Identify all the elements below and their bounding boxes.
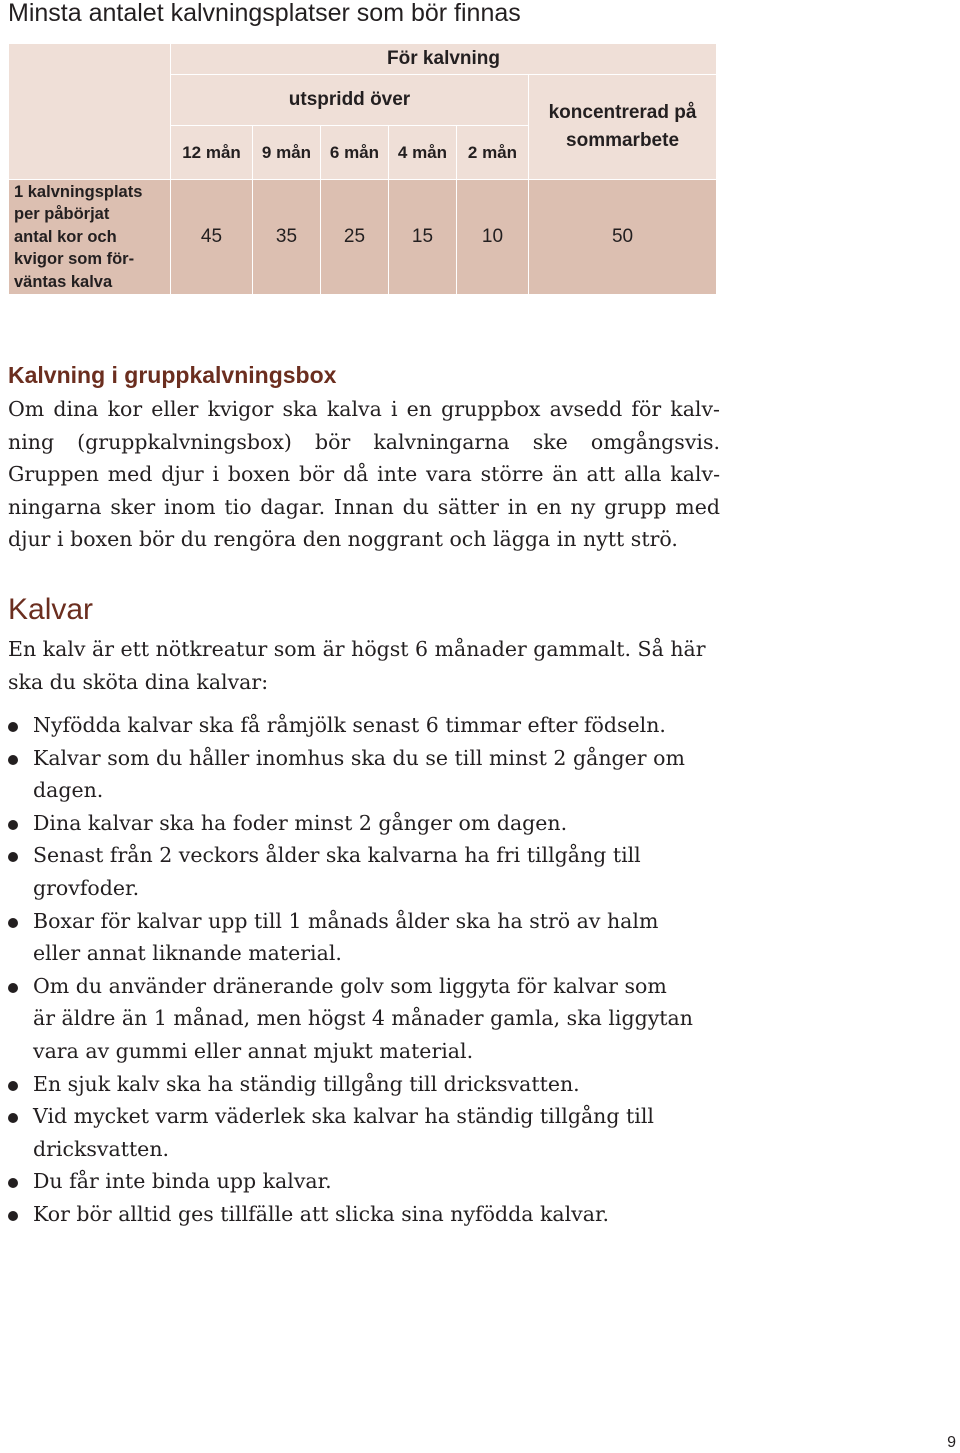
- section-heading-calves: Kalvar: [8, 593, 94, 626]
- list-item-text: Boxar för kalvar upp till 1 månads ålder ska ha strö av halm: [33, 908, 659, 933]
- list-item: [8, 1165, 728, 1198]
- value-cell: 35: [253, 180, 321, 295]
- page-number: 9: [947, 1434, 956, 1451]
- list-item: [8, 1068, 728, 1101]
- list-item-text: Du får inte binda upp kalvar.: [33, 1169, 332, 1194]
- table-corner-cell: [9, 44, 171, 180]
- group-header-cell: [171, 44, 717, 75]
- month-header: 4 mån: [389, 126, 457, 180]
- calves-intro-paragraph: En kalv är ett nötkreatur som är högst 6 månader gammalt. Så här ska du sköta dina kalvar:: [8, 637, 706, 694]
- value-cell: 45: [171, 180, 253, 295]
- list-item: [8, 807, 728, 840]
- month-header: 12 mån: [171, 126, 253, 180]
- group-calving-paragraph: Om dina kor eller kvigor ska kalva i en gruppbox avsedd för kalv- ning (gruppkalvningsbox) bör kalvningarna ske omgångsvis. Gruppen med djur i boxen bör då inte vara större än att alla kalv- ningarna sker inom tio dagar. Innan du sätter in en ny grupp med djur i boxen bör du rengöra den noggrant och lägga in nytt strö.: [8, 397, 720, 552]
- list-item-text: Om du använder dränerande golv som liggyta för kalvar som: [33, 973, 667, 998]
- row-label: 1 kalvningsplats per påbörjat antal kor och kvigor som för- väntas kalva: [14, 182, 143, 291]
- calving-places-table: [8, 43, 717, 295]
- list-item: [8, 709, 728, 742]
- list-item-text: Nyfödda kalvar ska få råmjölk senast 6 timmar efter födseln.: [33, 713, 666, 737]
- list-item-text: dagen.: [33, 778, 104, 803]
- bullet-icon: [8, 983, 18, 993]
- list-item-text: Kor bör alltid ges tillfälle att slicka sina nyfödda kalvar.: [33, 1201, 610, 1226]
- list-item-text: dricksvatten.: [33, 1136, 170, 1161]
- list-item: [8, 742, 728, 807]
- month-header: 9 mån: [253, 126, 321, 180]
- list-item-text: Kalvar som du håller inomhus ska du se till minst 2 gånger om: [33, 745, 685, 770]
- list-item: [8, 1198, 728, 1231]
- bullet-icon: [8, 722, 18, 732]
- bullet-icon: [8, 852, 18, 862]
- list-item-text: är äldre än 1 månad, men högst 4 månader gamla, ska liggytan: [33, 1006, 693, 1031]
- concentrated-header: koncentrerad på sommarbete: [548, 102, 697, 151]
- bullet-icon: [8, 1178, 18, 1188]
- group-header: För kalvning: [387, 48, 501, 69]
- spread-header: utspridd över: [288, 89, 411, 110]
- bullet-icon: [8, 1211, 18, 1221]
- spread-header-cell: [171, 75, 529, 126]
- section-heading-group-calving: Kalvning i gruppkalvningsbox: [8, 362, 337, 388]
- bullet-icon: [8, 1113, 18, 1123]
- bullet-icon: [8, 820, 18, 830]
- list-item-text: Senast från 2 veckors ålder ska kalvarna ha fri tillgång till: [33, 843, 641, 868]
- bullet-icon: [8, 918, 18, 928]
- table-title: Minsta antalet kalvningsplatser som bör finnas: [8, 0, 521, 27]
- concentrated-value-cell: 50: [529, 180, 717, 295]
- value-cell: 10: [457, 180, 529, 295]
- bullet-icon: [8, 755, 18, 765]
- row-label-cell: [9, 180, 171, 295]
- list-item-text: eller annat liknande material.: [33, 941, 342, 966]
- list-item-text: En sjuk kalv ska ha ständig tillgång till dricksvatten.: [33, 1071, 580, 1096]
- value-cell: 15: [389, 180, 457, 295]
- list-item-text: grovfoder.: [33, 875, 140, 900]
- bullet-icon: [8, 1081, 18, 1091]
- list-item: [8, 905, 728, 970]
- month-header: 6 mån: [321, 126, 389, 180]
- month-header: 2 mån: [457, 126, 529, 180]
- calves-rules-list: [8, 709, 728, 1231]
- value-cell: 25: [321, 180, 389, 295]
- list-item-text: vara av gummi eller annat mjukt material.: [33, 1038, 474, 1063]
- list-item: [8, 839, 728, 904]
- list-item-text: Vid mycket varm väderlek ska kalvar ha ständig tillgång till: [33, 1104, 654, 1129]
- concentrated-header-cell: [529, 75, 717, 180]
- list-item: [8, 1100, 728, 1165]
- list-item-text: Dina kalvar ska ha foder minst 2 gånger om dagen.: [33, 810, 568, 835]
- list-item: [8, 970, 728, 1068]
